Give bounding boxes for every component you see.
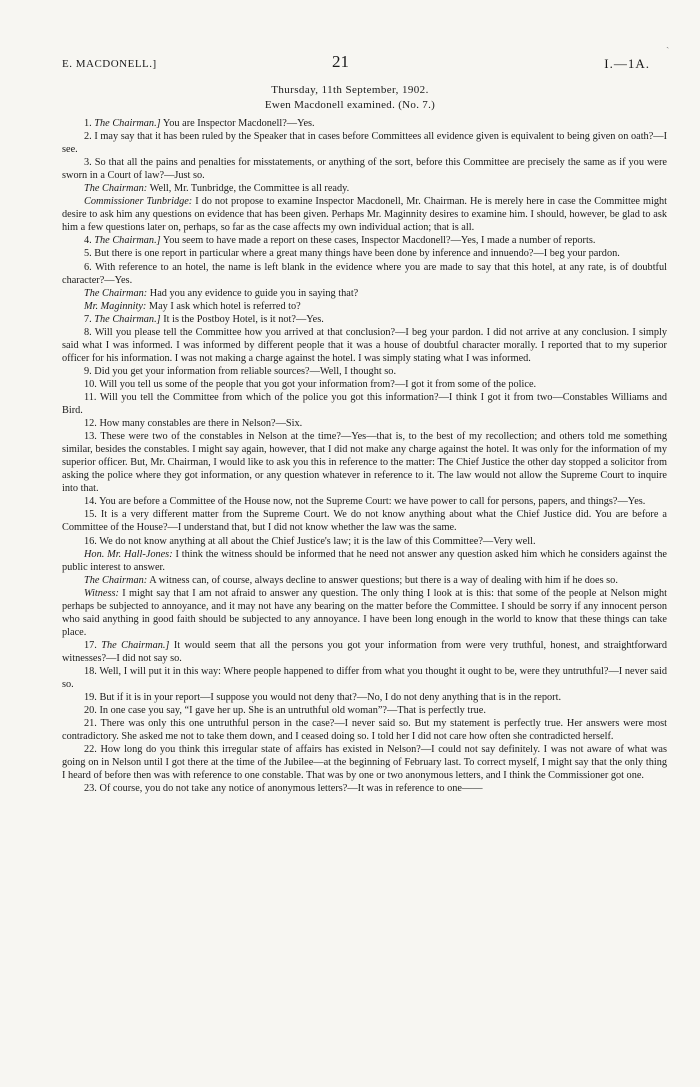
- transcript-body: [62, 117, 667, 795]
- margin-mark: ˎ: [666, 38, 670, 49]
- paragraph: 23. Of course, you do not take any notice of anonymous letters?—It was in reference to one——: [84, 783, 483, 795]
- paragraph: 17. The Chairman.] It would seem that all the persons you got your information from were very truthful, honest, and straightforward witnesses?—I did not say so.: [62, 639, 667, 664]
- paragraph: Witness: I might say that I am not afraid to answer any question. The only thing I look at is this: that some of the people at Nelson might perhaps be subjected to annoyance, and it may not have any bearing on the matter before the Committee. I should be sorry if any innocent person who said anything in good faith should be subjected to any annoyance. I have been long enough in the world to know that these things can take place.: [62, 587, 667, 638]
- witness-subheading: Ewen Macdonell examined. (No. 7.): [264, 99, 436, 111]
- paragraph: 22. How long do you think this irregular state of affairs has existed in Nelson?—I could not say definitely. I was not aware of what was going on in Nelson until I got there at the time of the Jubilee—at the beginning of February last. To correct myself, I might say that the only thing I heard of before then was with reference to one constable. That was by one or two anonymous letters, and I think the Commissioner got one.: [62, 744, 667, 782]
- paragraph: 9. Did you get your information from reliable sources?—Well, I thought so.: [84, 365, 397, 377]
- paragraph: 20. In one case you say, “I gave her up. She is an untruthful old woman”?—That is perfectly true.: [84, 705, 486, 717]
- paragraph: Hon. Mr. Hall-Jones: I think the witness should be informed that he need not answer any question asked him which he considers against the public interest to answer.: [62, 548, 667, 573]
- session-dateline: Thursday, 11th September, 1902.: [271, 84, 429, 96]
- paragraph: The Chairman: A witness can, of course, always decline to answer questions; but there is a way of dealing with him if he does so.: [84, 574, 618, 586]
- paragraph: 16. We do not know anything at all about the Chief Justice's law; it is the law of this Committee?—Very well.: [84, 535, 536, 547]
- paragraph: 21. There was only this one untruthful person in the case?—I never said so. But my statement is perfectly true. Her answers were most contradictory. She asked me not to take them down, and I ceased doing so. I told her I did not care how often she contradicted herself.: [62, 718, 667, 743]
- paragraph: The Chairman: Well, Mr. Tunbridge, the Committee is all ready.: [84, 183, 350, 195]
- paragraph: 1. The Chairman.] You are Inspector Macdonell?—Yes.: [84, 118, 315, 129]
- paragraph: 3. So that all the pains and penalties for misstatements, or anything of the sort, before this Committee are precisely the same as if you were sworn in a Court of law?—Just so.: [62, 157, 667, 182]
- paragraph: 12. How many constables are there in Nelson?—Six.: [84, 418, 303, 430]
- paragraph: 8. Will you please tell the Committee how you arrived at that conclusion?—I beg your pardon. I did not arrive at any conclusion. I simply said what I was informed. I was informed by different people that it was a house of doubtful character morally. I reported that to my superior officer for his information. I was not making a charge against the hotel. I was simply stating what I was informed.: [62, 326, 667, 364]
- running-head-right: I.—1A.: [604, 56, 650, 71]
- paragraph: The Chairman: Had you any evidence to guide you in saying that?: [84, 287, 359, 299]
- paragraph: 7. The Chairman.] It is the Postboy Hotel, is it not?—Yes.: [84, 313, 324, 325]
- paragraph: Mr. Maginnity: May I ask which hotel is referred to?: [84, 300, 301, 312]
- paragraph: 10. Will you tell us some of the people that you got your information from?—I got it from some of the police.: [84, 378, 537, 390]
- paragraph: 13. These were two of the constables in Nelson at the time?—Yes—that is, to the best of my recollection; and others told me something similar, besides the constables. I might say again, however, that I did not make any charge against the hotel. It was only for the information of my superior officer. But, Mr. Chairman, I would like to ask you this in reference to the matter: The Chief Justice the other day stopped a solicitor from asking the police where they got information, or any question whatever in reference to it. The law would not allow the Supreme Court to inquire into that.: [62, 431, 667, 495]
- paragraph: 5. But there is one report in particular where a great many things have been done by inference and innuendo?—I beg your pardon.: [84, 248, 620, 260]
- paragraph: 4. The Chairman.] You seem to have made a report on these cases, Inspector Macdonell?—Yes, I made a number of reports.: [84, 235, 596, 247]
- paragraph: 15. It is a very different matter from the Supreme Court. We do not know anything about what the Chief Justice did. You are before a Committee of the House?—I understand that, but I did not know whether the law was the same.: [62, 509, 667, 534]
- running-head: [62, 52, 650, 72]
- paragraph: 18. Well, I will put it in this way: Where people happened to differ from what you thought it ought to be, were they untruthful?—I never said so.: [62, 665, 667, 691]
- paragraph: 11. Will you tell the Committee from which of the police you got this information?—I think I got it from two—Constables Williams and Bird.: [62, 391, 667, 417]
- page-number: 21: [332, 52, 349, 71]
- paragraph: 19. But if it is in your report—I suppose you would not deny that?—No, I do not deny anything that is in the report.: [84, 692, 562, 704]
- paragraph: Commissioner Tunbridge: I do not propose to examine Inspector Macdonell, Mr. Chairman. He is merely here in case the Committee might desire to ask him any questions on evidence that has been given. Perhaps Mr. Maginnity desires to examine him. I should, however, be glad to ask him a few questions later on, perhaps, so far as the case affects my own individual action; that is all.: [62, 196, 668, 234]
- paragraph: 14. You are before a Committee of the House now, not the Supreme Court: we have power to call for persons, papers, and things?—Yes.: [84, 496, 646, 508]
- paragraph: 6. With reference to an hotel, the name is left blank in the evidence where you are made to say that this hotel, at any rate, is of doubtful character?—Yes.: [62, 261, 667, 286]
- running-head-left: E. MACDONELL.]: [62, 58, 157, 70]
- paragraph: 2. I may say that it has been ruled by the Speaker that in cases before Committees all evidence given is equivalent to being given on oath?—I see.: [62, 131, 667, 156]
